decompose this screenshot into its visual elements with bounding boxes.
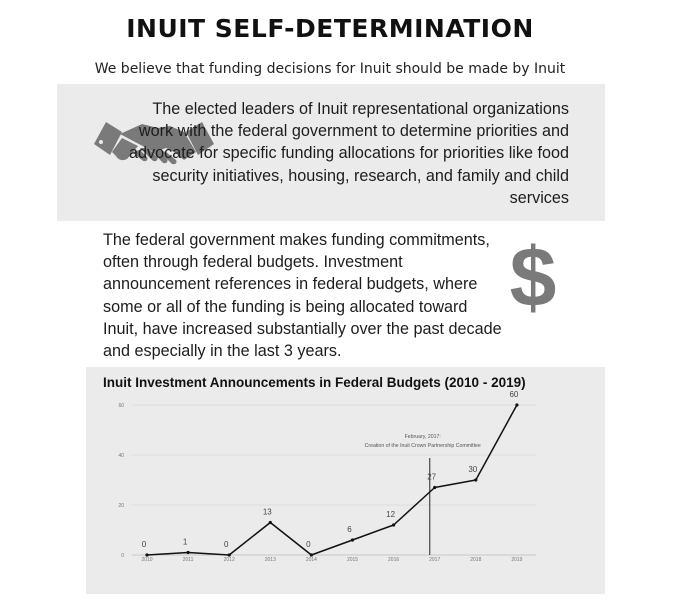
data-point — [433, 486, 436, 489]
x-tick-label: 2014 — [305, 557, 317, 563]
y-tick-label: 20 — [118, 503, 124, 509]
data-point — [228, 553, 231, 556]
data-point — [187, 551, 190, 554]
annotation-label-date: February, 2017: — [404, 434, 441, 440]
data-point — [145, 553, 148, 556]
data-label: 60 — [509, 390, 519, 399]
y-tick-label: 0 — [121, 553, 124, 559]
x-tick-label: 2017 — [429, 557, 441, 563]
data-label: 27 — [427, 472, 437, 482]
data-label: 13 — [262, 507, 272, 517]
x-tick-label: 2016 — [388, 557, 400, 563]
y-tick-label: 40 — [118, 453, 124, 459]
y-tick-label: 60 — [118, 403, 124, 409]
x-tick-label: 2011 — [182, 557, 194, 563]
x-tick-label: 2019 — [511, 557, 523, 563]
annotation-label-event: Creation of the Inuit Crown Partnership Committee — [364, 443, 481, 449]
data-point — [515, 403, 518, 406]
data-point — [310, 553, 313, 556]
data-point — [474, 478, 477, 481]
data-point — [392, 523, 395, 526]
data-label: 1 — [182, 537, 188, 547]
data-label: 6 — [347, 525, 352, 534]
x-tick-label: 2013 — [264, 557, 276, 563]
funding-commitments-text: The federal government makes funding commitments, often through federal budgets. Investment announcement references in federal budgets, where some or all of the funding is being allocated toward Inuit, have increased substantially over the past decade and especially in the last 3 years. — [103, 231, 502, 361]
series-line — [147, 405, 517, 555]
x-tick-label: 2015 — [346, 557, 359, 563]
page-subtitle: We believe that funding decisions for Inuit should be made by Inuit — [94, 61, 566, 77]
x-tick-label: 2018 — [470, 557, 482, 563]
chart-series — [145, 403, 518, 556]
chart-data-labels — [142, 390, 519, 549]
data-point — [351, 538, 354, 541]
chart-title: Inuit Investment Announcements in Federal Budgets (2010 - 2019) — [103, 375, 526, 390]
data-label: 12 — [386, 510, 396, 519]
x-tick-label: 2012 — [223, 557, 235, 563]
data-label: 30 — [468, 465, 478, 474]
x-tick-label: 2010 — [141, 557, 153, 563]
chart-annotation — [365, 434, 481, 555]
data-label: 0 — [223, 540, 229, 549]
data-point — [269, 521, 272, 524]
data-label: 0 — [141, 540, 147, 549]
page-title: INUIT SELF-DETERMINATION — [126, 14, 534, 43]
svg-text:$: $ — [509, 236, 557, 316]
leaders-text: The elected leaders of Inuit representational organizations work with the federal government to determine priorities and advocate for specific funding allocations for priorities like food security initiatives, housing, research, and family and child services — [129, 100, 569, 207]
data-label: 0 — [306, 540, 311, 549]
